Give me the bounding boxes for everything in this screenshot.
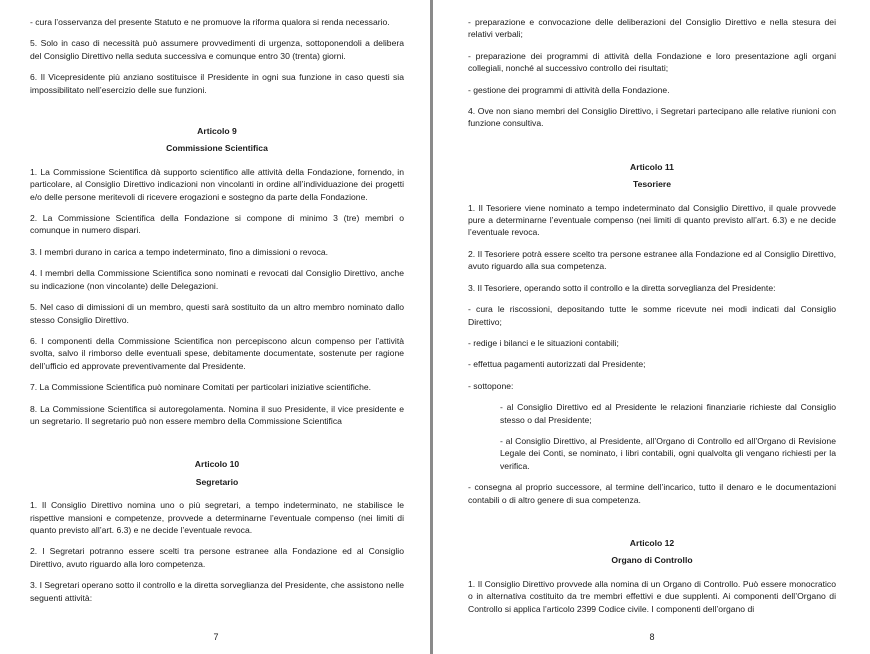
paragraph: 4. I membri della Commissione Scientifica sono nominati e revocati dal Consiglio Direttivo, anche su indicazione (non vincolante) delle Delegazioni. bbox=[30, 268, 404, 291]
paragraph: 1. La Commissione Scientifica dà supporto scientifico alle attività della Fondazione, fornendo, in particolare, al Consiglio Direttivo indicazioni non vincolanti in ordine all’individuazione dei progetti e/o delle persone meritevoli di ricevere erogazioni e sostegno da parte della Fondazione. bbox=[30, 166, 404, 202]
paragraph: 3. Il Tesoriere, operando sotto il controllo e la diretta sorveglianza del Presidente: bbox=[468, 282, 776, 293]
paragraph: 8. La Commissione Scientifica si autoregolamenta. Nomina il suo Presidente, il vice presidente e un segretario. Il segretario può non essere membro della Commissione Scientifica bbox=[30, 403, 404, 426]
page-number: 7 bbox=[213, 632, 219, 642]
paragraph: 5. Nel caso di dimissioni di un membro, questi sarà sostituito da un altro membro nominato dallo stesso Consiglio Direttivo. bbox=[30, 302, 404, 325]
article-9-subtitle: Commissione Scientifica bbox=[166, 143, 268, 154]
paragraph: 1. Il Consiglio Direttivo nomina uno o più segretari, a tempo indeterminato, ne stabilisce le rispettive mansioni e competenze, provvede a determinarne l’eventuale compenso (nei limiti di quanto previsto all’art. 6.3) e ne decide l’eventuale revoca. bbox=[30, 500, 404, 535]
paragraph: 4. Ove non siano membri del Consiglio Direttivo, i Segretari partecipano alle relative riunioni con funzione consultiva. bbox=[468, 106, 836, 129]
paragraph: 2. I Segretari potranno essere scelti tra persone estranee alla Fondazione ed al Consiglio Direttivo, avuto riguardo alla loro competenza. bbox=[30, 546, 404, 569]
paragraph: - redige i bilanci e le situazioni contabili; bbox=[468, 337, 619, 348]
page-gutter bbox=[430, 0, 433, 654]
page-number: 8 bbox=[649, 632, 655, 642]
paragraph: - cura le riscossioni, depositando tutte le somme ricevute nei modi indicati dal Consiglio Direttivo; bbox=[468, 304, 836, 327]
article-10-subtitle: Segretario bbox=[195, 476, 239, 487]
article-11-subtitle: Tesoriere bbox=[632, 179, 672, 190]
paragraph: 7. La Commissione Scientifica può nominare Comitati per particolari iniziative scientifiche. bbox=[30, 382, 372, 393]
article-9-title: Articolo 9 bbox=[197, 126, 237, 137]
paragraph: 6. Il Vicepresidente più anziano sostituisce il Presidente in ogni sua funzione in caso questi sia impossibilitato nell’esercizio delle sue funzioni. bbox=[30, 72, 404, 95]
page-right bbox=[434, 0, 870, 654]
paragraph: - gestione dei programmi di attività della Fondazione. bbox=[468, 84, 670, 95]
paragraph: 6. I componenti della Commissione Scientifica non percepiscono alcun compenso per l’attività svolta, salvo il rimborso delle eventuali spese, debitamente documentate, sostenute per ragione dell’ufficio ed approvate preventivamente dal Presidente. bbox=[30, 335, 404, 371]
paragraph: 5. Solo in caso di necessità può assumere provvedimenti di urgenza, sottoponendoli a delibera del Consiglio Direttivo nella seduta successiva e comunque entro 30 (trenta) giorni. bbox=[30, 38, 404, 61]
paragraph: 2. La Commissione Scientifica della Fondazione si compone di minimo 3 (tre) membri o comunque in numero dispari. bbox=[30, 213, 404, 236]
paragraph: - consegna al proprio successore, al termine dell’incarico, tutto il denaro e le documentazioni contabili o di altro genere di sua competenza. bbox=[468, 482, 836, 505]
paragraph: 2. Il Tesoriere potrà essere scelto tra persone estranee alla Fondazione ed al Consiglio Direttivo, avuto riguardo alla sua competenza. bbox=[468, 248, 836, 272]
paragraph: - preparazione e convocazione delle deliberazioni del Consiglio Direttivo e nella stesura dei relativi verbali; bbox=[468, 17, 836, 40]
sub-item: - al Consiglio Direttivo ed al Presidente le relazioni finanziarie richieste dal Consiglio stesso o dal Presidente; bbox=[500, 402, 836, 425]
article-12-subtitle: Organo di Controllo bbox=[611, 555, 693, 566]
paragraph: 1. Il Tesoriere viene nominato a tempo indeterminato dal Consiglio Direttivo, il quale provvede pure a determinarne l’eventuale compenso (nei limiti di quanto previsto all’art. 6.3) e ne decide l’eventuale revoca. bbox=[468, 202, 836, 238]
paragraph: - effettua pagamenti autorizzati dal Presidente; bbox=[468, 359, 646, 370]
paragraph: - preparazione dei programmi di attività della Fondazione e loro presentazione agli organi collegiali, nonché al successivo controllo dei risultati; bbox=[468, 50, 836, 74]
article-12-title: Articolo 12 bbox=[629, 537, 675, 548]
paragraph: - cura l’osservanza del presente Statuto e ne promuove la riforma qualora si renda necessario. bbox=[30, 17, 390, 27]
paragraph: - sottopone: bbox=[468, 380, 514, 391]
page-left bbox=[0, 0, 432, 654]
sub-item: - al Consiglio Direttivo, al Presidente, all’Organo di Controllo ed all’Organo di Revisione Legale dei Conti, se nominato, i libri contabili, ogni qualvolta gli vengano richiesti per la verifica. bbox=[500, 435, 836, 471]
paragraph: 3. I membri durano in carica a tempo indeterminato, fino a dimissioni o revoca. bbox=[30, 246, 329, 257]
article-11-title: Articolo 11 bbox=[630, 161, 674, 172]
paragraph: 1. Il Consiglio Direttivo provvede alla nomina di un Organo di Controllo. Può essere monocratico o in alternativa costituito da tre membri effettivi e due supplenti. Ai componenti dell’Organo di Controllo si applica l’articolo 2399 Codice civile. I componenti dell’organo di bbox=[468, 578, 836, 614]
paragraph: 3. I Segretari operano sotto il controllo e la diretta sorveglianza del Presidente, che assistono nelle seguenti attività: bbox=[30, 580, 404, 603]
article-10-title: Articolo 10 bbox=[194, 459, 240, 470]
